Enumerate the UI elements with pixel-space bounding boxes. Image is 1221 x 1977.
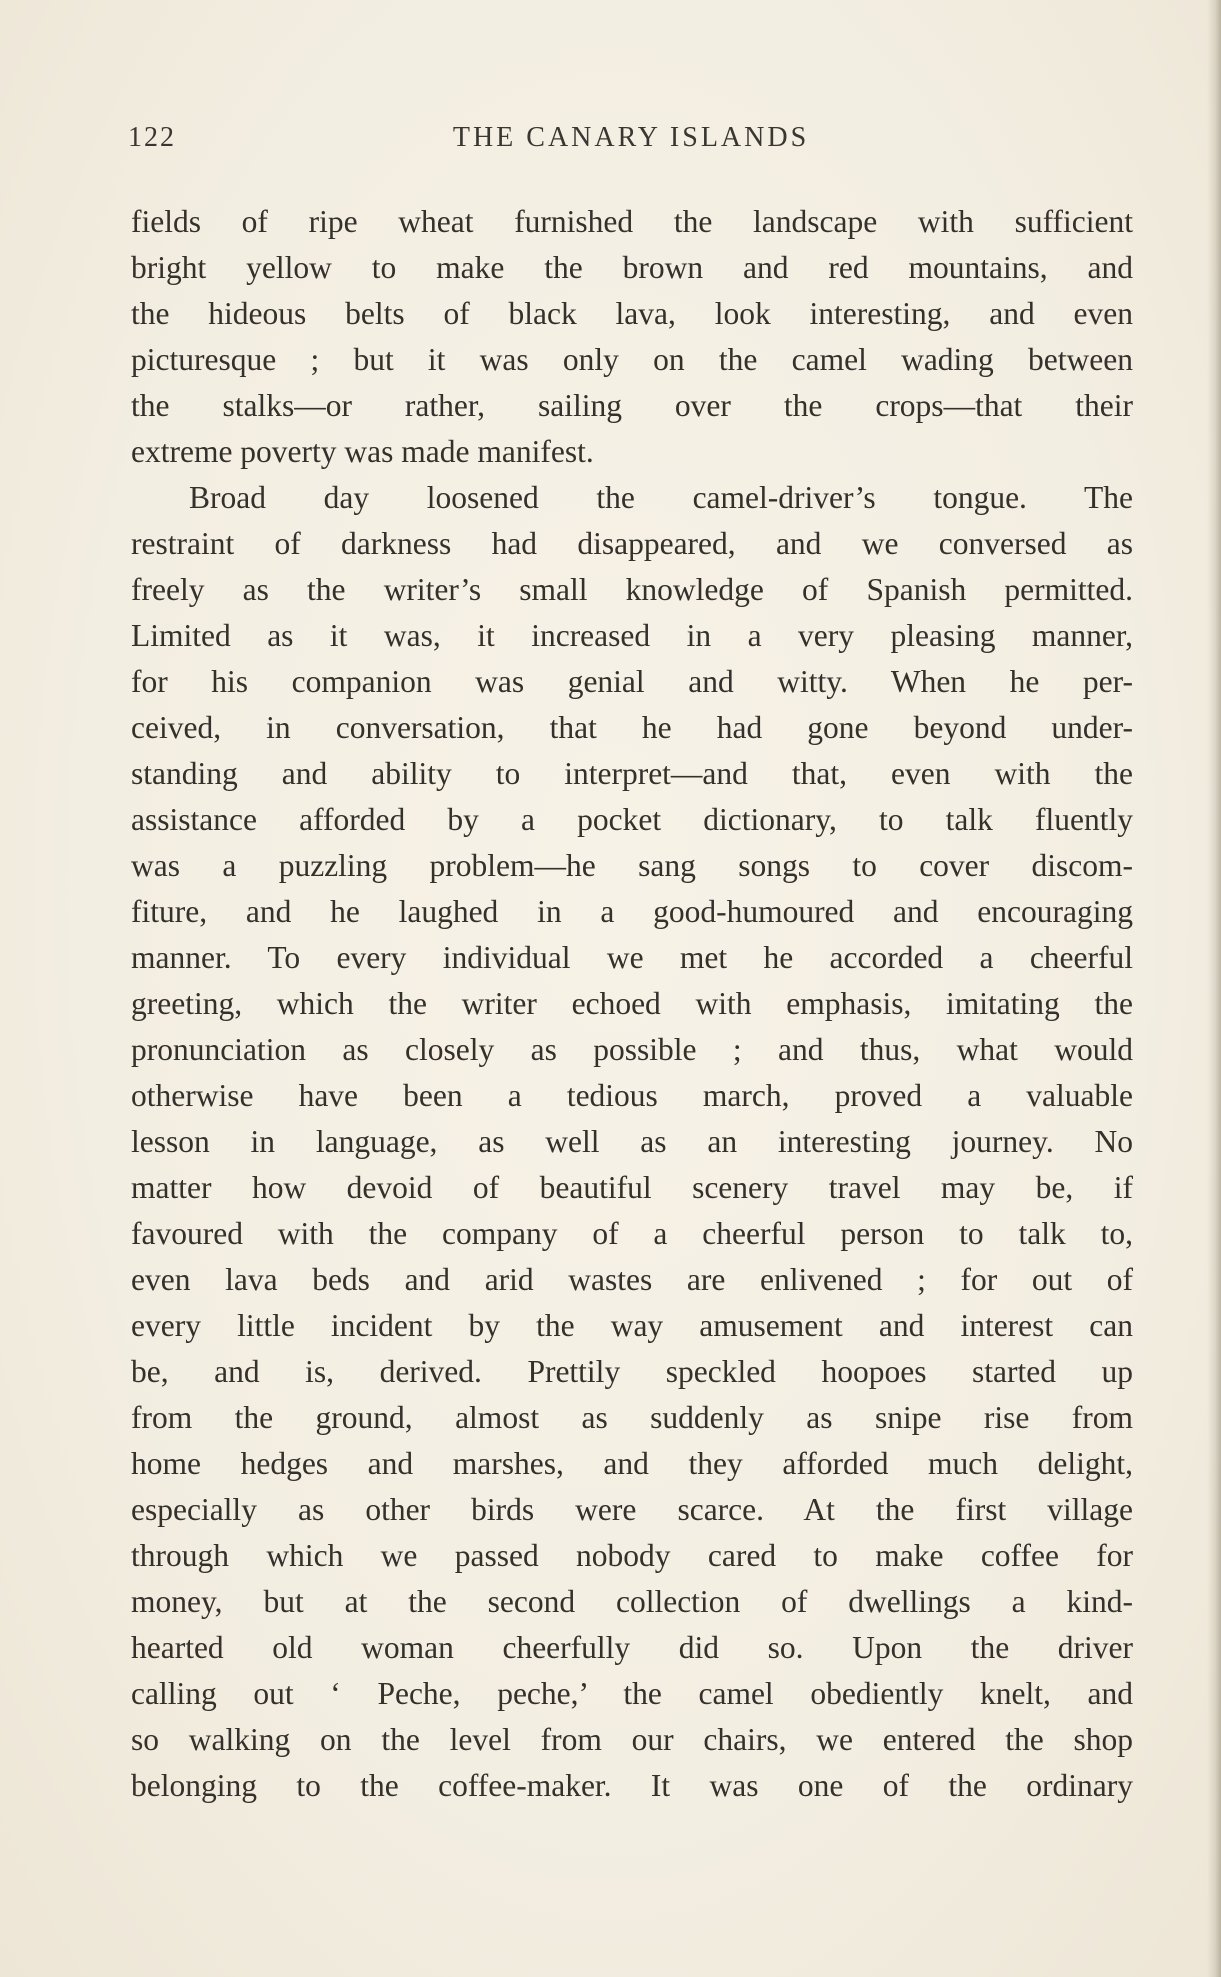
text-line: home hedges and marshes, and they afforded much delight, (131, 1446, 1133, 1481)
text-line: fiture, and he laughed in a good-humoured and encouraging (131, 894, 1133, 929)
page-edge-shadow (1207, 0, 1221, 1977)
text-line: otherwise have been a tedious march, proved a valuable (131, 1078, 1133, 1113)
text-line: matter how devoid of beautiful scenery travel may be, if (131, 1170, 1133, 1205)
text-line: was a puzzling problem—he sang songs to cover discom- (131, 848, 1133, 883)
text-line: especially as other birds were scarce. At the first village (131, 1492, 1133, 1527)
text-line: pronunciation as closely as possible ; and thus, what would (131, 1032, 1133, 1067)
text-line: bright yellow to make the brown and red mountains, and (131, 250, 1133, 285)
text-line: belonging to the coffee-maker. It was one of the ordinary (131, 1768, 1133, 1803)
text-line: the stalks—or rather, sailing over the crops—that their (131, 388, 1133, 423)
text-line: so walking on the level from our chairs, we entered the shop (131, 1722, 1133, 1757)
text-line: through which we passed nobody cared to make coffee for (131, 1538, 1133, 1573)
text-line: restraint of darkness had disappeared, and we conversed as (131, 526, 1133, 561)
text-line: Limited as it was, it increased in a very pleasing manner, (131, 618, 1133, 653)
text-line: from the ground, almost as suddenly as snipe rise from (131, 1400, 1133, 1435)
text-line: greeting, which the writer echoed with emphasis, imitating the (131, 986, 1133, 1021)
text-line: ceived, in conversation, that he had gone beyond under- (131, 710, 1133, 745)
text-line: favoured with the company of a cheerful person to talk to, (131, 1216, 1133, 1251)
text-line: lesson in language, as well as an interesting journey. No (131, 1124, 1133, 1159)
body-text (131, 199, 1133, 1809)
text-line: be, and is, derived. Prettily speckled hoopoes started up (131, 1354, 1133, 1389)
page-header (128, 122, 1134, 164)
text-line: assistance afforded by a pocket dictionary, to talk fluently (131, 802, 1133, 837)
text-line: extreme poverty was made manifest. (131, 434, 594, 469)
text-line: fields of ripe wheat furnished the landscape with sufficient (131, 204, 1133, 239)
text-line: every little incident by the way amusement and interest can (131, 1308, 1133, 1343)
text-line: picturesque ; but it was only on the camel wading between (131, 342, 1133, 377)
text-line: manner. To every individual we met he accorded a cheerful (131, 940, 1133, 975)
running-title: THE CANARY ISLANDS (452, 122, 810, 153)
text-line: standing and ability to interpret—and that, even with the (131, 756, 1133, 791)
text-line: for his companion was genial and witty. When he per- (131, 664, 1133, 699)
text-line: money, but at the second collection of dwellings a kind- (131, 1584, 1133, 1619)
text-line: hearted old woman cheerfully did so. Upon the driver (131, 1630, 1133, 1665)
text-line: Broad day loosened the camel-driver’s tongue. The (189, 480, 1133, 515)
text-line: the hideous belts of black lava, look interesting, and even (131, 296, 1133, 331)
page-number: 122 (128, 122, 176, 153)
text-line: calling out ‘ Peche, peche,’ the camel obediently knelt, and (131, 1676, 1133, 1711)
text-line: freely as the writer’s small knowledge of Spanish permitted. (131, 572, 1133, 607)
text-line: even lava beds and arid wastes are enlivened ; for out of (131, 1262, 1133, 1297)
